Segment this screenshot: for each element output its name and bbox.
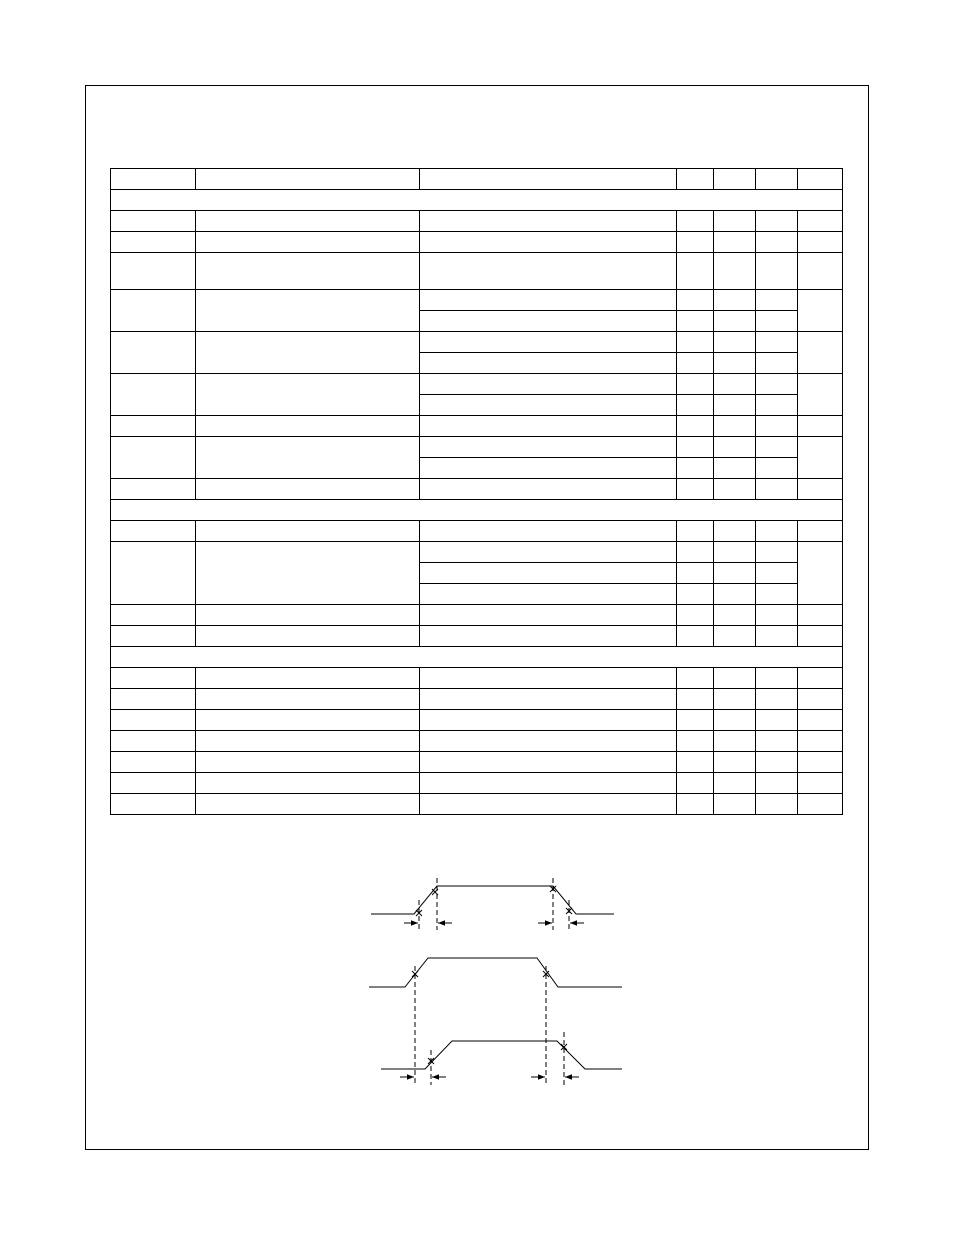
table-row bbox=[111, 253, 843, 290]
section-header bbox=[111, 500, 843, 521]
header-cell bbox=[196, 169, 420, 190]
section-header bbox=[111, 647, 843, 668]
timing-diagram bbox=[360, 870, 640, 1100]
table-row bbox=[111, 521, 843, 542]
table-row bbox=[111, 374, 843, 395]
table-row bbox=[111, 668, 843, 689]
table-row bbox=[111, 731, 843, 752]
table-row bbox=[111, 752, 843, 773]
table-row bbox=[111, 605, 843, 626]
table-row bbox=[111, 626, 843, 647]
table-row bbox=[111, 416, 843, 437]
table-row bbox=[111, 211, 843, 232]
table-row bbox=[111, 232, 843, 253]
waveform-output bbox=[381, 1041, 622, 1069]
header-cell bbox=[714, 169, 756, 190]
table-row bbox=[111, 479, 843, 500]
section-header bbox=[111, 190, 843, 211]
section-row bbox=[111, 647, 843, 668]
header-cell bbox=[677, 169, 714, 190]
table-row bbox=[111, 794, 843, 815]
header-cell bbox=[420, 169, 677, 190]
waveform-rise-fall bbox=[371, 886, 614, 914]
header-cell bbox=[111, 169, 196, 190]
waveform-input bbox=[369, 958, 622, 987]
section-row bbox=[111, 500, 843, 521]
table-row bbox=[111, 290, 843, 311]
spec-table bbox=[110, 168, 843, 815]
table-row bbox=[111, 773, 843, 794]
header-cell bbox=[756, 169, 798, 190]
section-row bbox=[111, 190, 843, 211]
header-cell bbox=[798, 169, 843, 190]
table-header-row bbox=[111, 169, 843, 190]
table-row bbox=[111, 689, 843, 710]
table-row bbox=[111, 710, 843, 731]
table-row bbox=[111, 542, 843, 563]
table-row bbox=[111, 332, 843, 353]
table-row bbox=[111, 437, 843, 458]
